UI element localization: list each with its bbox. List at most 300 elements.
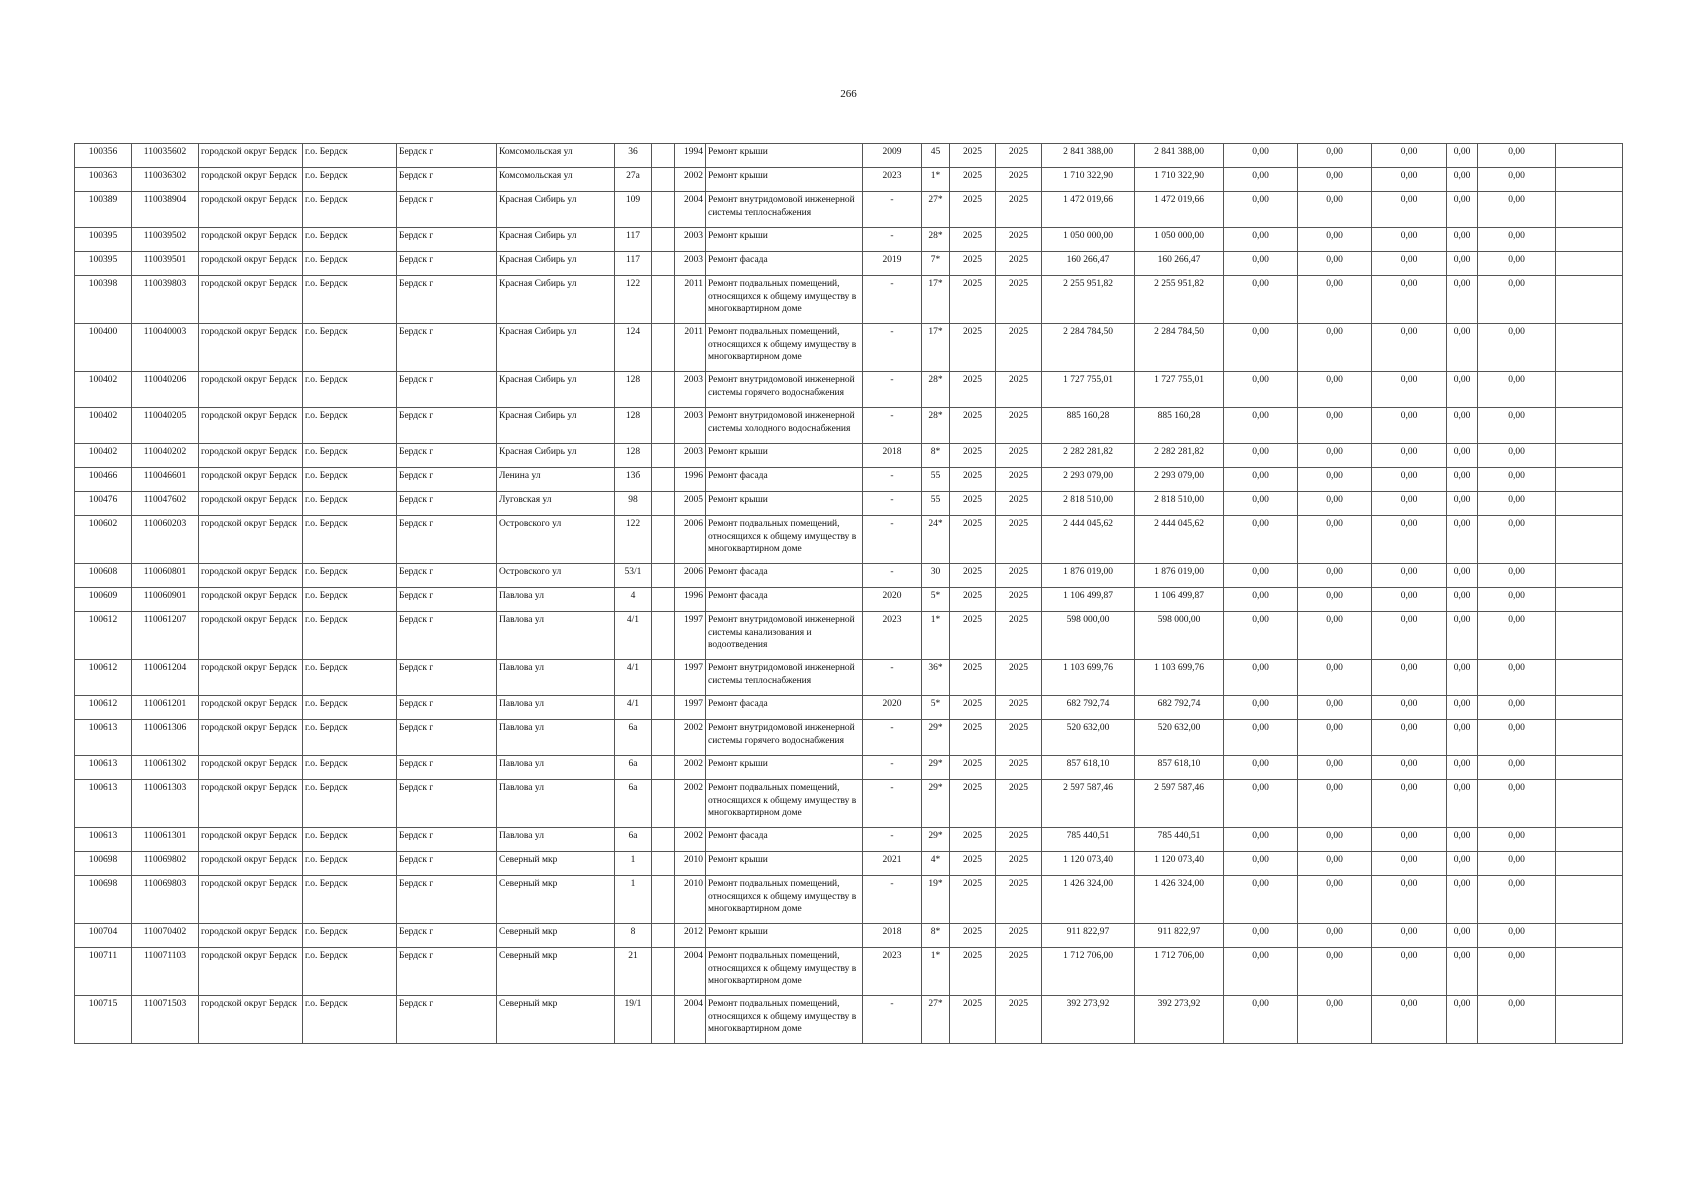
cell-total-cost: 1 050 000,00	[1042, 228, 1135, 252]
cell-settlement: Бердск г	[397, 852, 497, 876]
cell-regional-funds: 0,00	[1298, 996, 1372, 1044]
cell-work-type: Ремонт внутридомовой инженерной системы горячего водоснабжения	[706, 372, 863, 408]
cell-street: Северный мкр	[497, 876, 615, 924]
cell-last-repair-year: 2023	[863, 948, 922, 996]
cell-owners-share: 0,00	[1447, 696, 1478, 720]
cell-house-letter	[652, 192, 675, 228]
cell-work-type: Ремонт фасада	[706, 468, 863, 492]
cell-regional-funds: 0,00	[1298, 144, 1372, 168]
cell-local-funds: 0,00	[1372, 828, 1447, 852]
cell-municipality: городской округ Бердск	[199, 168, 303, 192]
cell-program-id: 100698	[75, 852, 132, 876]
cell-house-letter	[652, 828, 675, 852]
cell-house-number: 122	[615, 276, 652, 324]
cell-house-letter	[652, 168, 675, 192]
cell-fund-cost: 2 818 510,00	[1135, 492, 1224, 516]
cell-note	[1556, 444, 1623, 468]
cell-build-year: 2011	[675, 276, 706, 324]
cell-program-id: 100613	[75, 756, 132, 780]
cell-total-cost: 2 818 510,00	[1042, 492, 1135, 516]
cell-score: 45	[922, 144, 950, 168]
cell-house-number: 4/1	[615, 612, 652, 660]
cell-object-code: 110061201	[132, 696, 199, 720]
cell-plan-year-end: 2025	[996, 564, 1042, 588]
table-row	[75, 468, 1623, 492]
cell-plan-year-end: 2025	[996, 948, 1042, 996]
cell-note	[1556, 192, 1623, 228]
cell-settlement: Бердск г	[397, 492, 497, 516]
cell-last-repair-year: -	[863, 468, 922, 492]
cell-last-repair-year: -	[863, 756, 922, 780]
cell-municipality: городской округ Бердск	[199, 444, 303, 468]
cell-local-funds: 0,00	[1372, 408, 1447, 444]
cell-municipality: городской округ Бердск	[199, 408, 303, 444]
cell-house-letter	[652, 564, 675, 588]
cell-build-year: 1997	[675, 696, 706, 720]
cell-house-number: 124	[615, 324, 652, 372]
cell-plan-year-start: 2025	[950, 660, 996, 696]
cell-regional-funds: 0,00	[1298, 588, 1372, 612]
cell-regional-funds: 0,00	[1298, 468, 1372, 492]
cell-fund-cost: 1 103 699,76	[1135, 660, 1224, 696]
cell-work-type: Ремонт фасада	[706, 588, 863, 612]
cell-house-letter	[652, 996, 675, 1044]
cell-house-letter	[652, 144, 675, 168]
cell-object-code: 110060203	[132, 516, 199, 564]
table-row	[75, 924, 1623, 948]
cell-score: 28*	[922, 408, 950, 444]
cell-municipality-short: г.о. Бердск	[303, 876, 397, 924]
cell-municipality: городской округ Бердск	[199, 996, 303, 1044]
cell-note	[1556, 948, 1623, 996]
cell-fund-cost: 1 876 019,00	[1135, 564, 1224, 588]
cell-object-code: 110061302	[132, 756, 199, 780]
cell-build-year: 2002	[675, 828, 706, 852]
cell-score: 30	[922, 564, 950, 588]
table-row	[75, 192, 1623, 228]
cell-last-repair-year: -	[863, 828, 922, 852]
cell-build-year: 2003	[675, 408, 706, 444]
cell-federal-funds: 0,00	[1224, 612, 1298, 660]
cell-score: 4*	[922, 852, 950, 876]
cell-program-id: 100402	[75, 372, 132, 408]
cell-owners-share: 0,00	[1447, 612, 1478, 660]
cell-score: 27*	[922, 996, 950, 1044]
cell-regional-funds: 0,00	[1298, 948, 1372, 996]
cell-work-type: Ремонт крыши	[706, 144, 863, 168]
cell-plan-year-start: 2025	[950, 696, 996, 720]
cell-settlement: Бердск г	[397, 660, 497, 696]
cell-work-type: Ремонт подвальных помещений, относящихся к общему имуществу в многоквартирном доме	[706, 948, 863, 996]
cell-build-year: 2006	[675, 516, 706, 564]
cell-settlement: Бердск г	[397, 696, 497, 720]
cell-program-id: 100363	[75, 168, 132, 192]
cell-house-letter	[652, 444, 675, 468]
cell-plan-year-start: 2025	[950, 780, 996, 828]
cell-plan-year-end: 2025	[996, 252, 1042, 276]
cell-other-funds: 0,00	[1478, 252, 1556, 276]
cell-street: Красная Сибирь ул	[497, 408, 615, 444]
cell-plan-year-end: 2025	[996, 612, 1042, 660]
cell-last-repair-year: -	[863, 660, 922, 696]
cell-object-code: 110035602	[132, 144, 199, 168]
cell-last-repair-year: 2018	[863, 924, 922, 948]
cell-fund-cost: 2 444 045,62	[1135, 516, 1224, 564]
cell-other-funds: 0,00	[1478, 372, 1556, 408]
cell-total-cost: 598 000,00	[1042, 612, 1135, 660]
cell-local-funds: 0,00	[1372, 756, 1447, 780]
cell-municipality-short: г.о. Бердск	[303, 444, 397, 468]
cell-program-id: 100608	[75, 564, 132, 588]
cell-note	[1556, 228, 1623, 252]
cell-municipality: городской округ Бердск	[199, 780, 303, 828]
cell-last-repair-year: -	[863, 876, 922, 924]
cell-municipality: городской округ Бердск	[199, 228, 303, 252]
cell-last-repair-year: -	[863, 228, 922, 252]
cell-regional-funds: 0,00	[1298, 756, 1372, 780]
cell-regional-funds: 0,00	[1298, 660, 1372, 696]
cell-score: 29*	[922, 780, 950, 828]
cell-program-id: 100612	[75, 696, 132, 720]
cell-note	[1556, 492, 1623, 516]
repair-registry-table	[74, 143, 1623, 1044]
cell-owners-share: 0,00	[1447, 948, 1478, 996]
cell-plan-year-end: 2025	[996, 324, 1042, 372]
cell-last-repair-year: -	[863, 324, 922, 372]
cell-fund-cost: 2 293 079,00	[1135, 468, 1224, 492]
cell-plan-year-end: 2025	[996, 276, 1042, 324]
cell-other-funds: 0,00	[1478, 192, 1556, 228]
cell-total-cost: 1 103 699,76	[1042, 660, 1135, 696]
cell-house-letter	[652, 612, 675, 660]
cell-house-letter	[652, 228, 675, 252]
cell-federal-funds: 0,00	[1224, 372, 1298, 408]
cell-other-funds: 0,00	[1478, 444, 1556, 468]
cell-settlement: Бердск г	[397, 756, 497, 780]
cell-house-number: 6а	[615, 756, 652, 780]
cell-total-cost: 2 841 388,00	[1042, 144, 1135, 168]
cell-object-code: 110061306	[132, 720, 199, 756]
cell-settlement: Бердск г	[397, 468, 497, 492]
cell-municipality-short: г.о. Бердск	[303, 408, 397, 444]
cell-note	[1556, 564, 1623, 588]
cell-object-code: 110036302	[132, 168, 199, 192]
cell-owners-share: 0,00	[1447, 564, 1478, 588]
cell-build-year: 2012	[675, 924, 706, 948]
cell-settlement: Бердск г	[397, 948, 497, 996]
cell-municipality: городской округ Бердск	[199, 516, 303, 564]
cell-total-cost: 2 255 951,82	[1042, 276, 1135, 324]
cell-score: 5*	[922, 696, 950, 720]
cell-fund-cost: 1 710 322,90	[1135, 168, 1224, 192]
cell-street: Северный мкр	[497, 996, 615, 1044]
cell-house-number: 6а	[615, 720, 652, 756]
cell-street: Павлова ул	[497, 612, 615, 660]
cell-work-type: Ремонт внутридомовой инженерной системы канализования и водоотведения	[706, 612, 863, 660]
cell-house-number: 13б	[615, 468, 652, 492]
cell-regional-funds: 0,00	[1298, 372, 1372, 408]
cell-build-year: 2004	[675, 996, 706, 1044]
cell-fund-cost: 885 160,28	[1135, 408, 1224, 444]
cell-score: 8*	[922, 444, 950, 468]
cell-municipality-short: г.о. Бердск	[303, 144, 397, 168]
cell-work-type: Ремонт крыши	[706, 852, 863, 876]
cell-note	[1556, 612, 1623, 660]
cell-municipality-short: г.о. Бердск	[303, 276, 397, 324]
cell-house-letter	[652, 492, 675, 516]
table-row	[75, 144, 1623, 168]
cell-object-code: 110061301	[132, 828, 199, 852]
cell-plan-year-start: 2025	[950, 612, 996, 660]
cell-house-letter	[652, 852, 675, 876]
table-row	[75, 828, 1623, 852]
cell-plan-year-start: 2025	[950, 492, 996, 516]
cell-fund-cost: 2 284 784,50	[1135, 324, 1224, 372]
cell-owners-share: 0,00	[1447, 876, 1478, 924]
cell-street: Красная Сибирь ул	[497, 228, 615, 252]
cell-federal-funds: 0,00	[1224, 516, 1298, 564]
cell-object-code: 110039502	[132, 228, 199, 252]
cell-plan-year-start: 2025	[950, 372, 996, 408]
cell-plan-year-start: 2025	[950, 408, 996, 444]
cell-municipality: городской округ Бердск	[199, 828, 303, 852]
cell-note	[1556, 696, 1623, 720]
cell-work-type: Ремонт внутридомовой инженерной системы теплоснабжения	[706, 192, 863, 228]
cell-program-id: 100402	[75, 444, 132, 468]
cell-plan-year-end: 2025	[996, 408, 1042, 444]
cell-build-year: 2004	[675, 192, 706, 228]
cell-municipality: городской округ Бердск	[199, 948, 303, 996]
cell-object-code: 110061204	[132, 660, 199, 696]
cell-plan-year-end: 2025	[996, 720, 1042, 756]
table-row	[75, 492, 1623, 516]
cell-work-type: Ремонт фасада	[706, 828, 863, 852]
cell-settlement: Бердск г	[397, 444, 497, 468]
cell-municipality-short: г.о. Бердск	[303, 372, 397, 408]
cell-other-funds: 0,00	[1478, 588, 1556, 612]
cell-score: 55	[922, 468, 950, 492]
cell-local-funds: 0,00	[1372, 276, 1447, 324]
table-row	[75, 876, 1623, 924]
cell-last-repair-year: -	[863, 564, 922, 588]
cell-build-year: 2003	[675, 252, 706, 276]
cell-object-code: 110040003	[132, 324, 199, 372]
cell-settlement: Бердск г	[397, 996, 497, 1044]
cell-federal-funds: 0,00	[1224, 168, 1298, 192]
table-row	[75, 720, 1623, 756]
cell-work-type: Ремонт подвальных помещений, относящихся к общему имуществу в многоквартирном доме	[706, 996, 863, 1044]
cell-note	[1556, 852, 1623, 876]
cell-regional-funds: 0,00	[1298, 612, 1372, 660]
cell-fund-cost: 520 632,00	[1135, 720, 1224, 756]
cell-score: 29*	[922, 720, 950, 756]
cell-municipality-short: г.о. Бердск	[303, 696, 397, 720]
cell-street: Павлова ул	[497, 660, 615, 696]
cell-score: 28*	[922, 372, 950, 408]
cell-local-funds: 0,00	[1372, 948, 1447, 996]
cell-total-cost: 885 160,28	[1042, 408, 1135, 444]
cell-municipality: городской округ Бердск	[199, 720, 303, 756]
cell-build-year: 1997	[675, 612, 706, 660]
cell-municipality: городской округ Бердск	[199, 924, 303, 948]
cell-build-year: 2003	[675, 228, 706, 252]
cell-plan-year-end: 2025	[996, 492, 1042, 516]
cell-house-number: 27а	[615, 168, 652, 192]
cell-plan-year-end: 2025	[996, 924, 1042, 948]
cell-house-letter	[652, 924, 675, 948]
cell-plan-year-start: 2025	[950, 228, 996, 252]
cell-house-number: 21	[615, 948, 652, 996]
cell-house-letter	[652, 372, 675, 408]
cell-build-year: 2003	[675, 444, 706, 468]
cell-house-number: 4/1	[615, 696, 652, 720]
cell-regional-funds: 0,00	[1298, 492, 1372, 516]
cell-program-id: 100602	[75, 516, 132, 564]
cell-local-funds: 0,00	[1372, 492, 1447, 516]
cell-work-type: Ремонт крыши	[706, 492, 863, 516]
cell-house-number: 98	[615, 492, 652, 516]
cell-owners-share: 0,00	[1447, 276, 1478, 324]
cell-build-year: 2011	[675, 324, 706, 372]
table-row	[75, 660, 1623, 696]
cell-house-number: 4	[615, 588, 652, 612]
cell-total-cost: 1 472 019,66	[1042, 192, 1135, 228]
cell-municipality-short: г.о. Бердск	[303, 516, 397, 564]
cell-federal-funds: 0,00	[1224, 276, 1298, 324]
cell-program-id: 100698	[75, 876, 132, 924]
cell-total-cost: 160 266,47	[1042, 252, 1135, 276]
cell-municipality-short: г.о. Бердск	[303, 324, 397, 372]
cell-street: Островского ул	[497, 516, 615, 564]
cell-local-funds: 0,00	[1372, 144, 1447, 168]
cell-street: Павлова ул	[497, 780, 615, 828]
cell-municipality: городской округ Бердск	[199, 588, 303, 612]
cell-note	[1556, 828, 1623, 852]
cell-owners-share: 0,00	[1447, 372, 1478, 408]
cell-regional-funds: 0,00	[1298, 780, 1372, 828]
cell-object-code: 110070402	[132, 924, 199, 948]
cell-federal-funds: 0,00	[1224, 852, 1298, 876]
cell-build-year: 2002	[675, 780, 706, 828]
cell-house-number: 128	[615, 372, 652, 408]
cell-regional-funds: 0,00	[1298, 192, 1372, 228]
cell-plan-year-end: 2025	[996, 144, 1042, 168]
cell-build-year: 2004	[675, 948, 706, 996]
cell-plan-year-end: 2025	[996, 228, 1042, 252]
cell-last-repair-year: -	[863, 372, 922, 408]
cell-settlement: Бердск г	[397, 168, 497, 192]
cell-street: Павлова ул	[497, 588, 615, 612]
cell-house-letter	[652, 408, 675, 444]
cell-total-cost: 857 618,10	[1042, 756, 1135, 780]
cell-build-year: 2002	[675, 168, 706, 192]
cell-total-cost: 911 822,97	[1042, 924, 1135, 948]
cell-street: Павлова ул	[497, 696, 615, 720]
cell-municipality: городской округ Бердск	[199, 324, 303, 372]
cell-street: Красная Сибирь ул	[497, 192, 615, 228]
cell-house-number: 8	[615, 924, 652, 948]
cell-plan-year-end: 2025	[996, 852, 1042, 876]
cell-score: 1*	[922, 948, 950, 996]
cell-last-repair-year: -	[863, 780, 922, 828]
cell-build-year: 1994	[675, 144, 706, 168]
cell-fund-cost: 160 266,47	[1135, 252, 1224, 276]
cell-work-type: Ремонт фасада	[706, 696, 863, 720]
cell-settlement: Бердск г	[397, 588, 497, 612]
cell-owners-share: 0,00	[1447, 924, 1478, 948]
cell-regional-funds: 0,00	[1298, 852, 1372, 876]
cell-regional-funds: 0,00	[1298, 516, 1372, 564]
cell-owners-share: 0,00	[1447, 492, 1478, 516]
cell-street: Луговская ул	[497, 492, 615, 516]
cell-municipality-short: г.о. Бердск	[303, 996, 397, 1044]
cell-owners-share: 0,00	[1447, 468, 1478, 492]
cell-other-funds: 0,00	[1478, 756, 1556, 780]
cell-program-id: 100398	[75, 276, 132, 324]
cell-total-cost: 2 282 281,82	[1042, 444, 1135, 468]
cell-local-funds: 0,00	[1372, 612, 1447, 660]
cell-local-funds: 0,00	[1372, 876, 1447, 924]
cell-last-repair-year: 2018	[863, 444, 922, 468]
cell-municipality-short: г.о. Бердск	[303, 612, 397, 660]
cell-build-year: 2010	[675, 852, 706, 876]
cell-fund-cost: 682 792,74	[1135, 696, 1224, 720]
cell-settlement: Бердск г	[397, 324, 497, 372]
cell-plan-year-start: 2025	[950, 588, 996, 612]
cell-municipality: городской округ Бердск	[199, 564, 303, 588]
cell-last-repair-year: -	[863, 516, 922, 564]
cell-house-number: 1	[615, 876, 652, 924]
cell-regional-funds: 0,00	[1298, 408, 1372, 444]
cell-program-id: 100612	[75, 660, 132, 696]
cell-build-year: 2010	[675, 876, 706, 924]
cell-federal-funds: 0,00	[1224, 780, 1298, 828]
registry-body	[75, 144, 1623, 1044]
cell-settlement: Бердск г	[397, 828, 497, 852]
cell-last-repair-year: 2020	[863, 588, 922, 612]
cell-note	[1556, 372, 1623, 408]
cell-house-letter	[652, 948, 675, 996]
cell-local-funds: 0,00	[1372, 720, 1447, 756]
cell-federal-funds: 0,00	[1224, 876, 1298, 924]
cell-object-code: 110071103	[132, 948, 199, 996]
cell-program-id: 100466	[75, 468, 132, 492]
cell-regional-funds: 0,00	[1298, 696, 1372, 720]
cell-settlement: Бердск г	[397, 144, 497, 168]
cell-local-funds: 0,00	[1372, 228, 1447, 252]
cell-owners-share: 0,00	[1447, 168, 1478, 192]
cell-owners-share: 0,00	[1447, 756, 1478, 780]
cell-build-year: 2002	[675, 756, 706, 780]
cell-federal-funds: 0,00	[1224, 564, 1298, 588]
cell-program-id: 100402	[75, 408, 132, 444]
cell-object-code: 110060901	[132, 588, 199, 612]
cell-other-funds: 0,00	[1478, 720, 1556, 756]
cell-total-cost: 1 106 499,87	[1042, 588, 1135, 612]
cell-program-id: 100395	[75, 228, 132, 252]
cell-house-number: 36	[615, 144, 652, 168]
cell-other-funds: 0,00	[1478, 324, 1556, 372]
cell-fund-cost: 857 618,10	[1135, 756, 1224, 780]
cell-program-id: 100613	[75, 720, 132, 756]
cell-other-funds: 0,00	[1478, 564, 1556, 588]
cell-house-letter	[652, 276, 675, 324]
cell-settlement: Бердск г	[397, 228, 497, 252]
table-row	[75, 228, 1623, 252]
cell-local-funds: 0,00	[1372, 372, 1447, 408]
cell-build-year: 1997	[675, 660, 706, 696]
cell-owners-share: 0,00	[1447, 516, 1478, 564]
